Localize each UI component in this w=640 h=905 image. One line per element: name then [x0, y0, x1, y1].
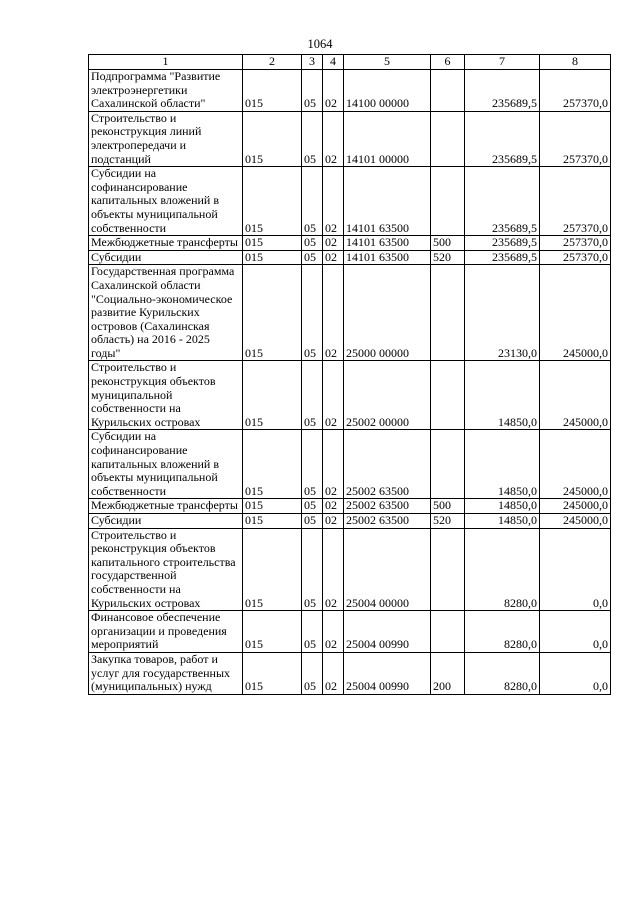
value-col7-cell: 235689,5 [465, 250, 540, 265]
subsection-cell: 02 [323, 514, 344, 529]
value-col8-cell: 257370,0 [540, 111, 611, 166]
expense-type-cell [431, 111, 465, 166]
section-cell: 05 [302, 652, 323, 694]
name-cell: Закупка товаров, работ и услуг для государственных (муниципальных) нужд [89, 652, 243, 694]
name-cell: Строительство и реконструкция объектов муниципальной собственности на Курильских островах [89, 361, 243, 430]
table-row [89, 167, 611, 236]
expense-type-cell: 200 [431, 652, 465, 694]
name-cell: Строительство и реконструкция линий электропередачи и подстанций [89, 111, 243, 166]
subsection-cell: 02 [323, 167, 344, 236]
target-code-cell: 25000 00000 [344, 265, 431, 361]
value-col8-cell: 257370,0 [540, 236, 611, 251]
value-col8-cell: 245000,0 [540, 361, 611, 430]
subsection-cell: 02 [323, 236, 344, 251]
admin-code-cell: 015 [243, 236, 302, 251]
subsection-cell: 02 [323, 361, 344, 430]
table-row [89, 430, 611, 499]
section-cell: 05 [302, 499, 323, 514]
table-row [89, 250, 611, 265]
page-number: 1064 [307, 37, 333, 51]
admin-code-cell: 015 [243, 111, 302, 166]
subsection-cell: 02 [323, 430, 344, 499]
target-code-cell: 25002 63500 [344, 514, 431, 529]
subsection-cell: 02 [323, 70, 344, 112]
expense-type-cell: 500 [431, 499, 465, 514]
section-cell: 05 [302, 430, 323, 499]
target-code-cell: 25004 00000 [344, 528, 431, 611]
target-code-cell: 14100 00000 [344, 70, 431, 112]
value-col8-cell: 245000,0 [540, 265, 611, 361]
value-col8-cell: 245000,0 [540, 514, 611, 529]
header-cell: 7 [465, 55, 540, 70]
table-row [89, 499, 611, 514]
name-cell: Межбюджетные трансферты [89, 499, 243, 514]
value-col8-cell: 0,0 [540, 652, 611, 694]
value-col7-cell: 14850,0 [465, 361, 540, 430]
table-body [89, 55, 611, 695]
admin-code-cell: 015 [243, 611, 302, 653]
target-code-cell: 14101 63500 [344, 236, 431, 251]
header-cell: 5 [344, 55, 431, 70]
name-cell: Субсидии на софинансирование капитальных вложений в объекты муниципальной собственности [89, 430, 243, 499]
subsection-cell: 02 [323, 611, 344, 653]
value-col8-cell: 245000,0 [540, 499, 611, 514]
budget-table [88, 54, 611, 695]
target-code-cell: 25004 00990 [344, 611, 431, 653]
value-col8-cell: 245000,0 [540, 430, 611, 499]
admin-code-cell: 015 [243, 265, 302, 361]
name-cell: Субсидии [89, 250, 243, 265]
section-cell: 05 [302, 265, 323, 361]
table-row [89, 361, 611, 430]
target-code-cell: 14101 63500 [344, 250, 431, 265]
expense-type-cell: 520 [431, 250, 465, 265]
expense-type-cell [431, 361, 465, 430]
name-cell: Государственная программа Сахалинской области "Социально-экономическое развитие Курильских островов (Сахалинская область) на 2016 - 2025 годы" [89, 265, 243, 361]
expense-type-cell [431, 265, 465, 361]
value-col8-cell: 257370,0 [540, 70, 611, 112]
expense-type-cell [431, 611, 465, 653]
value-col7-cell: 235689,5 [465, 70, 540, 112]
value-col8-cell: 0,0 [540, 611, 611, 653]
value-col7-cell: 8280,0 [465, 652, 540, 694]
table-row [89, 265, 611, 361]
value-col8-cell: 0,0 [540, 528, 611, 611]
subsection-cell: 02 [323, 652, 344, 694]
admin-code-cell: 015 [243, 430, 302, 499]
admin-code-cell: 015 [243, 70, 302, 112]
section-cell: 05 [302, 111, 323, 166]
value-col7-cell: 14850,0 [465, 430, 540, 499]
value-col7-cell: 235689,5 [465, 167, 540, 236]
value-col7-cell: 235689,5 [465, 236, 540, 251]
admin-code-cell: 015 [243, 514, 302, 529]
header-cell: 8 [540, 55, 611, 70]
value-col7-cell: 14850,0 [465, 499, 540, 514]
admin-code-cell: 015 [243, 528, 302, 611]
expense-type-cell [431, 430, 465, 499]
expense-type-cell: 520 [431, 514, 465, 529]
expense-type-cell [431, 70, 465, 112]
name-cell: Субсидии на софинансирование капитальных вложений в объекты муниципальной собственности [89, 167, 243, 236]
subsection-cell: 02 [323, 111, 344, 166]
subsection-cell: 02 [323, 499, 344, 514]
name-cell: Подпрограмма "Развитие электроэнергетики Сахалинской области" [89, 70, 243, 112]
target-code-cell: 25002 00000 [344, 361, 431, 430]
section-cell: 05 [302, 167, 323, 236]
header-cell: 3 [302, 55, 323, 70]
table-row [89, 514, 611, 529]
expense-type-cell [431, 167, 465, 236]
admin-code-cell: 015 [243, 652, 302, 694]
value-col7-cell: 8280,0 [465, 528, 540, 611]
value-col7-cell: 14850,0 [465, 514, 540, 529]
name-cell: Финансовое обеспечение организации и проведения мероприятий [89, 611, 243, 653]
table-row [89, 528, 611, 611]
subsection-cell: 02 [323, 250, 344, 265]
value-col8-cell: 257370,0 [540, 250, 611, 265]
target-code-cell: 14101 63500 [344, 167, 431, 236]
table-header-row [89, 55, 611, 70]
header-cell: 2 [243, 55, 302, 70]
section-cell: 05 [302, 361, 323, 430]
target-code-cell: 25002 63500 [344, 499, 431, 514]
name-cell: Межбюджетные трансферты [89, 236, 243, 251]
section-cell: 05 [302, 250, 323, 265]
header-cell: 4 [323, 55, 344, 70]
section-cell: 05 [302, 70, 323, 112]
admin-code-cell: 015 [243, 499, 302, 514]
section-cell: 05 [302, 514, 323, 529]
value-col8-cell: 257370,0 [540, 167, 611, 236]
admin-code-cell: 015 [243, 361, 302, 430]
table-row [89, 111, 611, 166]
subsection-cell: 02 [323, 528, 344, 611]
section-cell: 05 [302, 528, 323, 611]
target-code-cell: 25004 00990 [344, 652, 431, 694]
value-col7-cell: 8280,0 [465, 611, 540, 653]
expense-type-cell [431, 528, 465, 611]
target-code-cell: 14101 00000 [344, 111, 431, 166]
admin-code-cell: 015 [243, 167, 302, 236]
subsection-cell: 02 [323, 265, 344, 361]
target-code-cell: 25002 63500 [344, 430, 431, 499]
table-row [89, 70, 611, 112]
header-cell: 1 [89, 55, 243, 70]
header-cell: 6 [431, 55, 465, 70]
table-row [89, 236, 611, 251]
section-cell: 05 [302, 236, 323, 251]
name-cell: Строительство и реконструкция объектов капитального строительства государственной собственности на Курильских островах [89, 528, 243, 611]
table-row [89, 652, 611, 694]
table-row [89, 611, 611, 653]
expense-type-cell: 500 [431, 236, 465, 251]
name-cell: Субсидии [89, 514, 243, 529]
section-cell: 05 [302, 611, 323, 653]
admin-code-cell: 015 [243, 250, 302, 265]
value-col7-cell: 23130,0 [465, 265, 540, 361]
value-col7-cell: 235689,5 [465, 111, 540, 166]
